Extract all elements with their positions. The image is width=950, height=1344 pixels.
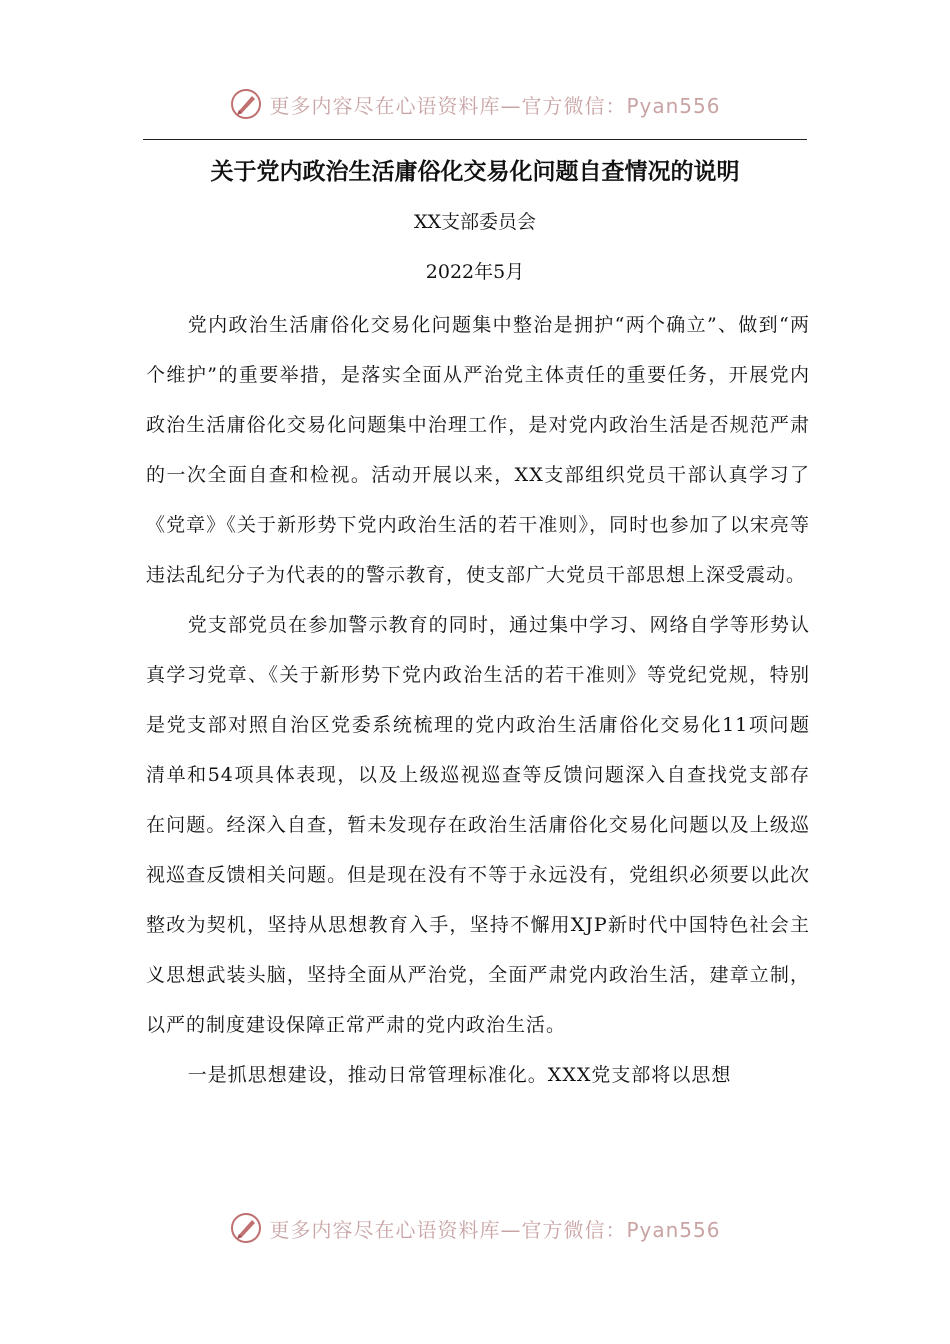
pen-logo-icon: [229, 1211, 263, 1245]
footer-banner: [0, 1208, 950, 1248]
footer-banner-text: 更多内容尽在心语资料库—官方微信：Pyan556: [269, 1217, 721, 1242]
paragraph: 一是抓思想建设，推动日常管理标准化。XXX党支部将以思想: [187, 1064, 732, 1086]
document-date: 2022年5月: [425, 261, 525, 283]
paragraph: 党内政治生活庸俗化交易化问题集中整治是拥护“两个确立”、做到“两个维护”的重要举措，是落实全面从严治党主体责任的重要任务，开展党内政治生活庸俗化交易化问题集中治理工作，是对党内政治生活是否规范严肃的一次全面自查和检视。活动开展以来，XX支部组织党员干部认真学习了《党章》《关于新形势下党内政治生活的若干准则》，同时也参加了以宋亮等违法乱纪分子为代表的的警示教育，使支部广大党员干部思想上深受震动。: [146, 314, 810, 586]
document-body: [146, 300, 810, 1100]
paragraph: 党支部党员在参加警示教育的同时，通过集中学习、网络自学等形势认真学习党章、《关于新形势下党内政治生活的若干准则》等党纪党规，特别是党支部对照自治区党委系统梳理的党内政治生活庸俗化交易化11项问题清单和54项具体表现，以及上级巡视巡查等反馈问题深入自查找党支部存在问题。经深入自查，暂未发现存在政治生活庸俗化交易化问题以及上级巡视巡查反馈相关问题。但是现在没有不等于永远没有，党组织必须要以此次整改为契机，坚持从思想教育入手，坚持不懈用XJP新时代中国特色社会主义思想武装头脑，坚持全面从严治党，全面严肃党内政治生活，建章立制，以严的制度建设保障正常严肃的党内政治生活。: [146, 614, 810, 1036]
document-org: XX支部委员会: [413, 211, 537, 233]
document-title: 关于党内政治生活庸俗化交易化问题自查情况的说明: [210, 159, 740, 185]
header-banner: [0, 84, 950, 124]
pen-logo-icon: [229, 87, 263, 121]
header-banner-text: 更多内容尽在心语资料库—官方微信：Pyan556: [269, 93, 721, 118]
header-divider: [143, 139, 807, 140]
